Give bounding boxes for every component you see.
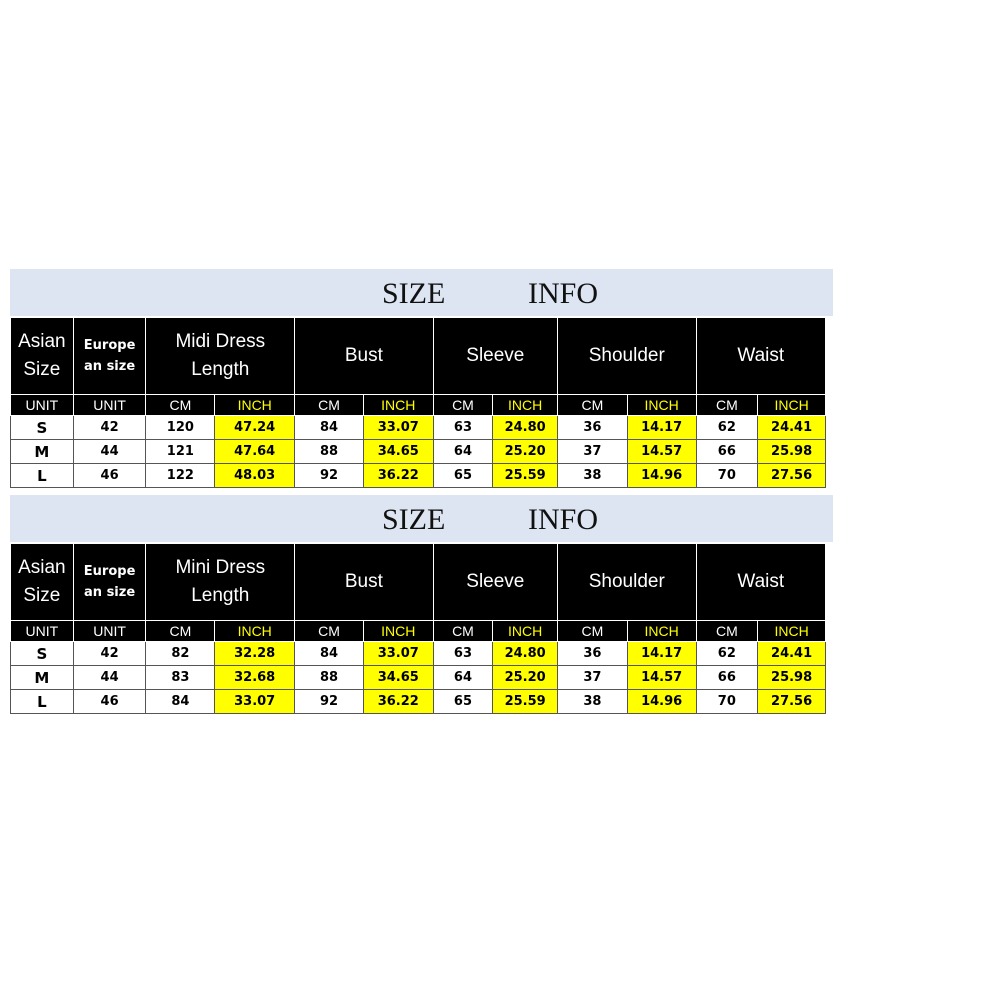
- banner-title-info: INFO: [528, 277, 599, 310]
- european-size-header: [73, 318, 146, 395]
- header-row: [11, 318, 826, 395]
- size-info-banner: [10, 269, 833, 316]
- unit-cell: CM: [433, 621, 493, 642]
- measurement-cell: 25.20: [493, 666, 558, 690]
- unit-cell: CM: [295, 621, 364, 642]
- measurement-cell: 84: [146, 690, 215, 714]
- bust-header-label: Bust: [344, 345, 383, 366]
- measurement-cell: 14.17: [627, 642, 696, 666]
- size-label-cell: M: [11, 440, 74, 464]
- waist-header-label: Waist: [737, 345, 785, 366]
- measurement-cell: 66: [696, 666, 758, 690]
- size-label-cell: L: [11, 464, 74, 488]
- unit-cell: CM: [146, 621, 215, 642]
- table-row: [11, 666, 826, 690]
- unit-cell: INCH: [627, 395, 696, 416]
- banner-title-info: INFO: [528, 503, 599, 536]
- dress-length-header: [146, 544, 295, 621]
- banner-title-size: SIZE: [382, 503, 446, 536]
- measurement-cell: 36.22: [363, 464, 433, 488]
- measurement-cell: 14.96: [627, 464, 696, 488]
- measurement-cell: 82: [146, 642, 215, 666]
- measurement-cell: 25.98: [758, 440, 826, 464]
- measurement-cell: 46: [73, 464, 146, 488]
- bust-header: [295, 318, 434, 395]
- measurement-cell: 92: [295, 464, 364, 488]
- measurement-cell: 34.65: [363, 666, 433, 690]
- measurement-cell: 70: [696, 464, 758, 488]
- size-label-cell: L: [11, 690, 74, 714]
- measurement-cell: 25.20: [493, 440, 558, 464]
- measurement-cell: 33.07: [363, 642, 433, 666]
- measurement-cell: 36.22: [363, 690, 433, 714]
- measurement-cell: 62: [696, 416, 758, 440]
- asian-size-header-label: Asian Size: [18, 331, 66, 380]
- measurement-cell: 63: [433, 416, 493, 440]
- asian-size-header: [11, 544, 74, 621]
- measurement-cell: 92: [295, 690, 364, 714]
- size-table: [10, 317, 826, 488]
- measurement-cell: 88: [295, 666, 364, 690]
- measurement-cell: 25.59: [493, 464, 558, 488]
- bust-header-label: Bust: [344, 571, 383, 592]
- measurement-cell: 36: [558, 642, 628, 666]
- unit-cell: CM: [696, 621, 758, 642]
- measurement-cell: 64: [433, 440, 493, 464]
- measurement-cell: 47.24: [215, 416, 295, 440]
- unit-cell: INCH: [215, 621, 295, 642]
- shoulder-header-label: Shoulder: [588, 571, 665, 592]
- measurement-cell: 48.03: [215, 464, 295, 488]
- sleeve-header: [433, 318, 557, 395]
- measurement-cell: 24.41: [758, 416, 826, 440]
- measurement-cell: 33.07: [215, 690, 295, 714]
- size-label-cell: S: [11, 642, 74, 666]
- measurement-cell: 65: [433, 690, 493, 714]
- unit-cell: INCH: [493, 621, 558, 642]
- measurement-cell: 121: [146, 440, 215, 464]
- shoulder-header: [558, 318, 697, 395]
- measurement-cell: 44: [73, 440, 146, 464]
- european-size-header: [73, 544, 146, 621]
- measurement-cell: 27.56: [758, 690, 826, 714]
- sleeve-header-label: Sleeve: [466, 345, 525, 366]
- measurement-cell: 70: [696, 690, 758, 714]
- size-table: [10, 543, 826, 714]
- unit-cell: UNIT: [73, 395, 146, 416]
- measurement-cell: 84: [295, 642, 364, 666]
- measurement-cell: 34.65: [363, 440, 433, 464]
- measurement-cell: 36: [558, 416, 628, 440]
- unit-cell: INCH: [363, 395, 433, 416]
- measurement-cell: 42: [73, 416, 146, 440]
- measurement-cell: 38: [558, 464, 628, 488]
- measurement-cell: 38: [558, 690, 628, 714]
- european-size-header-label: Europe an size: [83, 564, 136, 600]
- table-row: [11, 440, 826, 464]
- measurement-cell: 14.96: [627, 690, 696, 714]
- shoulder-header-label: Shoulder: [588, 345, 665, 366]
- bust-header: [295, 544, 434, 621]
- measurement-cell: 84: [295, 416, 364, 440]
- waist-header: [696, 318, 825, 395]
- measurement-cell: 83: [146, 666, 215, 690]
- table-row: [11, 642, 826, 666]
- measurement-cell: 32.68: [215, 666, 295, 690]
- unit-cell: INCH: [493, 395, 558, 416]
- waist-header-label: Waist: [737, 571, 785, 592]
- unit-cell: UNIT: [73, 621, 146, 642]
- measurement-cell: 25.59: [493, 690, 558, 714]
- unit-cell: CM: [295, 395, 364, 416]
- measurement-cell: 14.57: [627, 440, 696, 464]
- unit-cell: UNIT: [11, 621, 74, 642]
- asian-size-header: [11, 318, 74, 395]
- dress-length-header: [146, 318, 295, 395]
- measurement-cell: 47.64: [215, 440, 295, 464]
- measurement-cell: 66: [696, 440, 758, 464]
- measurement-cell: 14.57: [627, 666, 696, 690]
- asian-size-header-label: Asian Size: [18, 557, 66, 606]
- unit-cell: CM: [696, 395, 758, 416]
- unit-cell: CM: [558, 395, 628, 416]
- measurement-cell: 24.80: [493, 416, 558, 440]
- size-label-cell: M: [11, 666, 74, 690]
- banner-title-size: SIZE: [382, 277, 446, 310]
- table-row: [11, 416, 826, 440]
- measurement-cell: 37: [558, 440, 628, 464]
- measurement-cell: 33.07: [363, 416, 433, 440]
- table-row: [11, 464, 826, 488]
- unit-cell: UNIT: [11, 395, 74, 416]
- waist-header: [696, 544, 825, 621]
- measurement-cell: 46: [73, 690, 146, 714]
- measurement-cell: 64: [433, 666, 493, 690]
- dress-length-header-label: Midi Dress Length: [175, 331, 266, 380]
- unit-cell: INCH: [363, 621, 433, 642]
- measurement-cell: 32.28: [215, 642, 295, 666]
- measurement-cell: 24.41: [758, 642, 826, 666]
- measurement-cell: 24.80: [493, 642, 558, 666]
- measurement-cell: 25.98: [758, 666, 826, 690]
- unit-row: [11, 395, 826, 416]
- header-row: [11, 544, 826, 621]
- size-info-banner: [10, 495, 833, 542]
- measurement-cell: 65: [433, 464, 493, 488]
- sleeve-header: [433, 544, 557, 621]
- table-row: [11, 690, 826, 714]
- measurement-cell: 42: [73, 642, 146, 666]
- measurement-cell: 122: [146, 464, 215, 488]
- measurement-cell: 44: [73, 666, 146, 690]
- measurement-cell: 14.17: [627, 416, 696, 440]
- measurement-cell: 37: [558, 666, 628, 690]
- measurement-cell: 27.56: [758, 464, 826, 488]
- dress-length-header-label: Mini Dress Length: [175, 557, 266, 606]
- unit-cell: CM: [146, 395, 215, 416]
- unit-cell: INCH: [758, 395, 826, 416]
- unit-cell: CM: [433, 395, 493, 416]
- measurement-cell: 63: [433, 642, 493, 666]
- shoulder-header: [558, 544, 697, 621]
- unit-cell: CM: [558, 621, 628, 642]
- measurement-cell: 88: [295, 440, 364, 464]
- sleeve-header-label: Sleeve: [466, 571, 525, 592]
- measurement-cell: 62: [696, 642, 758, 666]
- unit-cell: INCH: [758, 621, 826, 642]
- unit-row: [11, 621, 826, 642]
- measurement-cell: 120: [146, 416, 215, 440]
- unit-cell: INCH: [215, 395, 295, 416]
- size-label-cell: S: [11, 416, 74, 440]
- unit-cell: INCH: [627, 621, 696, 642]
- european-size-header-label: Europe an size: [83, 338, 136, 374]
